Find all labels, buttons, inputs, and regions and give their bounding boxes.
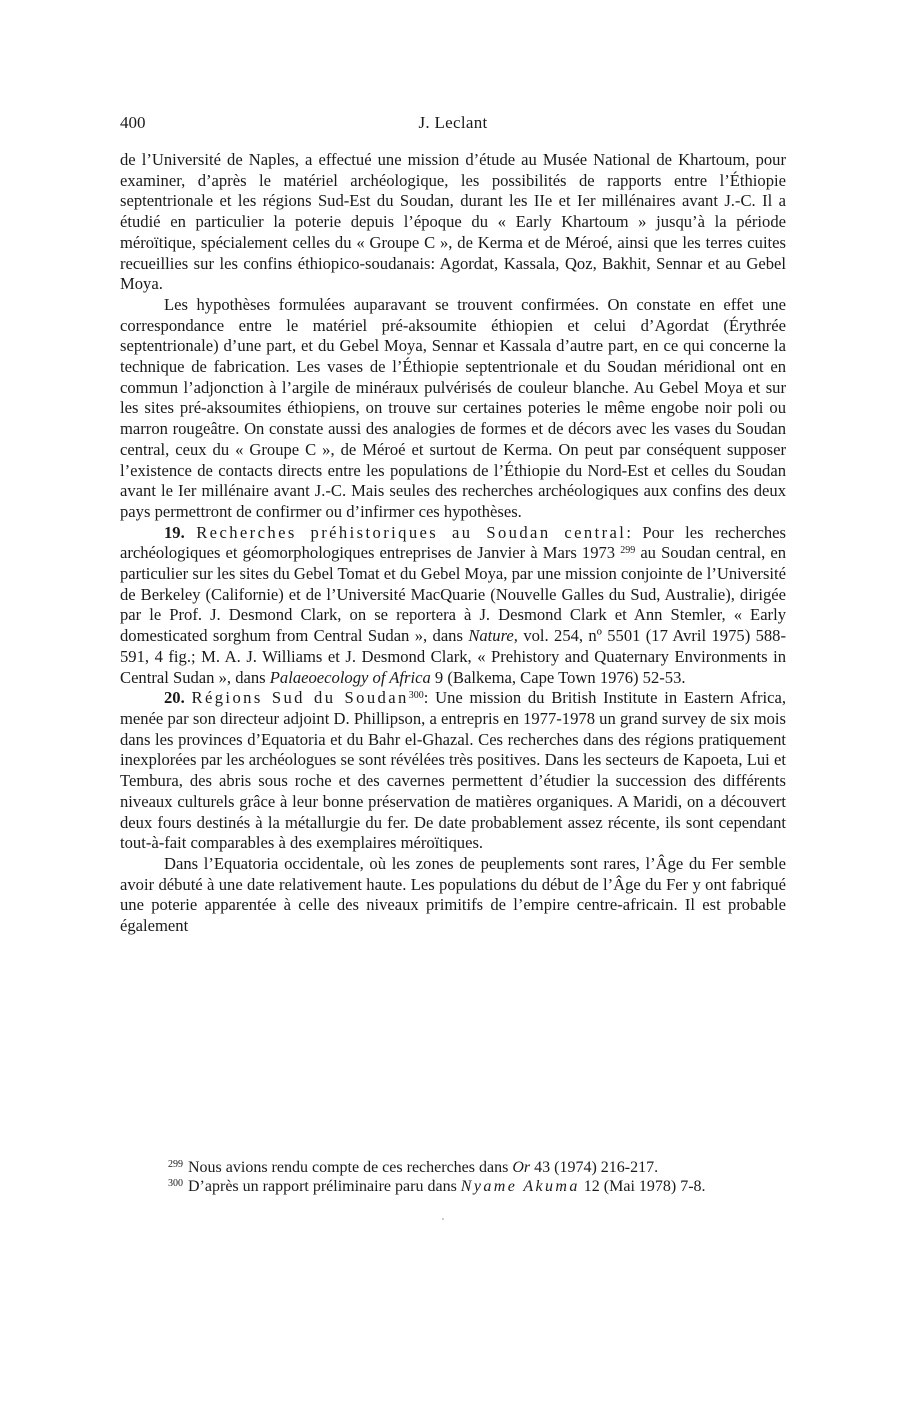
- footnote-299-mark: 299: [168, 1159, 183, 1170]
- section-19-title: Recherches préhistoriques au Soudan central: [196, 522, 627, 542]
- journal-nature: Nature,: [468, 626, 518, 646]
- section-20-title: Régions Sud du Soudan: [191, 688, 409, 708]
- section-20: [120, 688, 786, 854]
- journal-or: Or: [512, 1159, 531, 1176]
- footnote-ref-300: 300: [408, 690, 424, 702]
- footnote-ref-299: 299: [620, 545, 636, 557]
- section-19-text-d: 9 (Balkema, Cape Town 1976) 52-53.: [430, 667, 686, 687]
- paragraph-equatoria: Dans l’Equatoria occidentale, où les zones de peuplements sont rares, l’Âge du Fer semble avoir débuté à une date relativement haute. Les populations du début de l’Âge du Fer y ont fabriqué une poterie apparentée à celle des niveaux primitifs de l’empire centre-africain. Il est probable également: [120, 853, 786, 936]
- journal-palaeoecology: Palaeoecology of Africa: [269, 667, 431, 687]
- page-number: 400: [120, 113, 146, 132]
- section-19-text-b: au Soudan central, en particulier sur les sites du Gebel Tomat et du Gebel Moya, par une mission conjointe de l’Université de Berkeley (Californie) et de l’Université MacQuarie (Nouvelle Galles du Sud, Australie), dirigée par le Prof. J. Desmond Clark, on se reportera à J. Desmond Clark et Ann Stemler, « Early domesticated sorghum from Central Sudan », dans: [120, 543, 786, 646]
- paragraph-hypotheses: Les hypothèses formulées auparavant se trouvent confirmées. On constate en effet une correspondance entre le matériel pré-aksoumite éthiopien et celui d’Agordat (Érythrée septentrionale) d’une part, et du Gebel Moya, Sennar et Kassala d’autre part, en ce qui concerne la technique de fabrication. Les vases de l’Éthiopie septentrionale et du Soudan méridional ont en commun l’adjonction à l’argile de minéraux pulvérisés de couleur blanche. Au Gebel Moya et sur les sites pré-aksoumites éthiopiens, on trouve sur certaines poteries le même engobe noir poli ou marron rougeâtre. On constate aussi des analogies de formes et de décors avec les vases du Soudan central, ceux du « Groupe C », de Méroé et surtout de Kerma. On peut par conséquent supposer l’existence de contacts directs entre les populations de l’Éthiopie du Nord-Est et celles du Soudan avant le Ier millénaire avant J.-C. Mais seules des recherches archéologiques aux confins des deux pays permettront de confirmer ou d’infirmer ces hypothèses.: [120, 294, 786, 521]
- footnote-299-text-b: 43 (1974) 216-217.: [530, 1159, 659, 1176]
- main-text: [120, 150, 786, 937]
- section-20-number: 20.: [164, 688, 185, 708]
- section-19-text-c: vol. 254, nº 5501 (17 Avril 1975) 588-591, 4 fig.; M. A. J. Williams et J. Desmond Clark, « Prehistory and Quaternary Environments in Central Sudan », dans: [120, 626, 786, 687]
- page-header: [120, 113, 786, 137]
- footnote-300-mark: 300: [168, 1178, 183, 1189]
- footnote-299-text-a: Nous avions rendu compte de ces recherches dans: [188, 1159, 513, 1176]
- footnote-300-text-a: D’après un rapport préliminaire paru dans: [188, 1178, 461, 1195]
- section-19-text-a: : Pour les recherches archéologiques et géomorphologiques entreprises de Janvier à Mars 1973: [120, 522, 787, 563]
- section-20-text: : Une mission du British Institute in Eastern Africa, menée par son directeur adjoint D. Phillipson, a entrepris en 1977-1978 un grand survey de six mois dans les provinces d’Equatoria et du Bahr el-Ghazal. Ces recherches dans des régions pratiquement inexplorées par les archéologues se sont révélées très positives. Dans les secteurs de Kapoeta, Lui et Tembura, des abris sous roche et des cavernes permettent d’étudier la succession des différents niveaux culturels grâce à leur bonne préservation de matières organiques. A Maridi, on a découvert deux fours destinés à la métallurgie du fer. De date probablement assez récente, ils sont cependant tout-à-fait comparables à des exemplaires méroïtiques.: [120, 688, 787, 853]
- section-19-number: 19.: [164, 522, 185, 542]
- running-head: J. Leclant: [418, 113, 488, 132]
- scan-speck: [442, 1218, 444, 1220]
- journal-nyame-akuma: Nyame Akuma: [460, 1178, 580, 1195]
- footnote-299: [120, 1158, 786, 1177]
- section-19: [120, 523, 786, 689]
- footnote-300-text-b: 12 (Mai 1978) 7-8.: [579, 1178, 706, 1195]
- footnote-300: [120, 1177, 786, 1196]
- paragraph-continued: de l’Université de Naples, a effectué une mission d’étude au Musée National de Khartoum, pour examiner, d’après le matériel archéologique, les possibilités de rapports entre l’Éthiopie septentrionale et les régions Sud-Est du Soudan, durant les IIe et Ier millénaires avant J.-C. Il a étudié en particulier la poterie depuis l’époque du « Early Khartoum » jusqu’à la période méroïtique, spécialement celles du « Groupe C », de Kerma et de Méroé, ainsi que les terres cuites recueillies sur les confins éthiopico-soudanais: Agordat, Kassala, Qoz, Bakhit, Sennar et au Gebel Moya.: [120, 150, 786, 294]
- footnotes: [120, 1158, 786, 1196]
